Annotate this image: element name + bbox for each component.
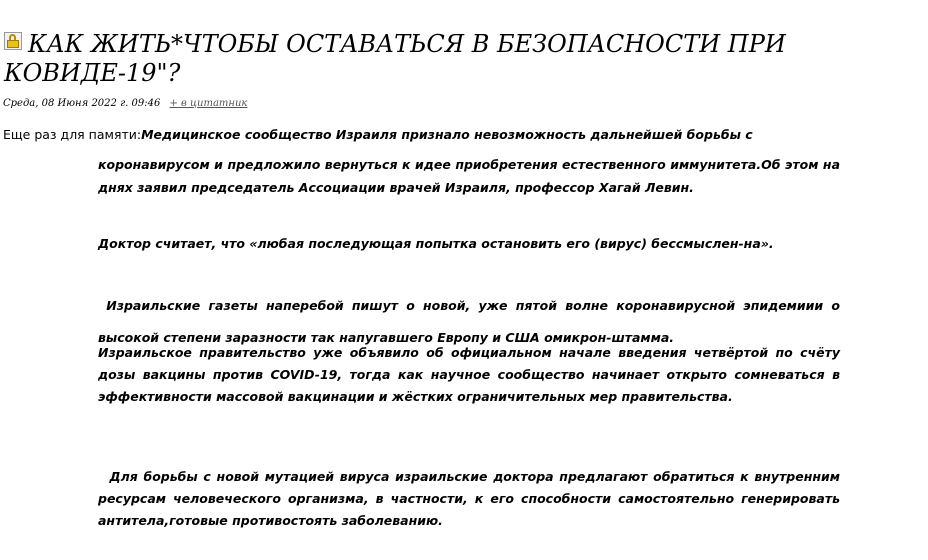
post-title: КАК ЖИТЬ*ЧТОБЫ ОСТАВАТЬСЯ В БЕЗОПАСНОСТИ ПРИ КОВИДЕ-19"? <box>4 30 786 87</box>
intro-lead: Еще раз для памяти: <box>3 127 142 142</box>
paragraph: Для борьбы с новой мутацией вируса израильские доктора предлагают обратиться к внутренним ресурсам человеческого организма, в частности, к его способности самостоятельно генерировать антитела,готовые противостоять заболеванию. <box>98 469 845 528</box>
post-date: Среда, 08 Июня 2022 г. 09:46 <box>3 98 161 109</box>
post-meta <box>3 98 247 109</box>
add-to-quotes-link[interactable]: + в цитатник <box>169 98 248 109</box>
post-intro <box>3 127 753 142</box>
paragraph: Израильские газеты наперебой пишут о новой, уже пятой волне коронавирусной эпидемиии о высокой степени заразности так напугавшего Европу и США омикрон-штамма. <box>98 298 845 345</box>
post-header <box>4 30 904 88</box>
lock-icon <box>4 32 22 50</box>
paragraph: коронавирусом и предложило вернуться к идее приобретения естественного иммунитета.Об этом на днях заявил председатель Ассоциации врачей Израиля, профессор Хагай Левин. <box>98 157 840 195</box>
intro-text: Медицинское сообщество Израиля признало невозможность дальнейшей борьбы с <box>141 127 753 142</box>
paragraph: Израильское правительство уже объявило об официальном начале введения четвёртой по счёту дозы вакцины против COVID-19, тогда как научное сообщество начинает открыто сомневаться в эффективности массовой вакцинации и жёстких ограничительных мер правительства. <box>98 345 840 404</box>
paragraph: Доктор считает, что «любая последующая попытка остановить его (вирус) бессмыслен-на». <box>98 236 774 251</box>
